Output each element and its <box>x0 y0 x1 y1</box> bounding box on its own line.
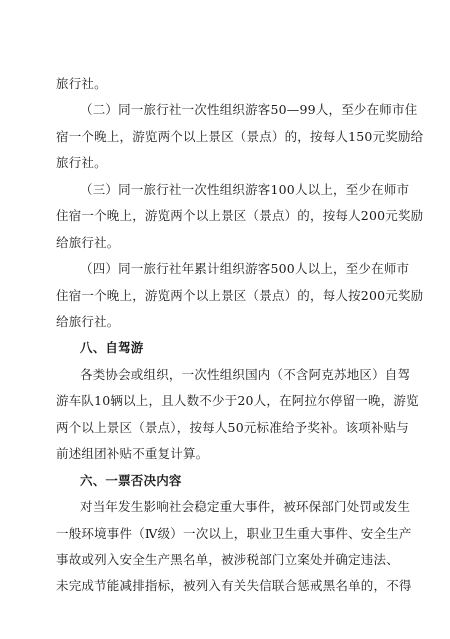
paragraph-line: 旅行社。 <box>56 155 107 170</box>
section-heading: 六、一票否决内容 <box>80 473 182 488</box>
paragraph-line: 各类协会或组织，一次性组织国内（不含阿克苏地区）自驾 <box>80 367 411 382</box>
paragraph-line: 给旅行社。 <box>56 314 120 329</box>
paragraph-line: 游车队10辆以上，且人数不少于20人，在阿拉尔停留一晚，游览 <box>56 393 419 408</box>
paragraph-line: 对当年发生影响社会稳定重大事件，被环保部门处罚或发生 <box>80 499 411 514</box>
paragraph-line: 宿一个晚上，游览两个以上景区（景点）的，按每人150元奖励给 <box>56 129 424 144</box>
section-heading: 八、自驾游 <box>80 340 144 355</box>
paragraph-line: 旅行社。 <box>56 76 107 91</box>
paragraph-line: 给旅行社。 <box>56 235 120 250</box>
paragraph-line: 两个以上景区（景点），按每人50元标准给予奖补。该项补贴与 <box>56 420 409 435</box>
paragraph-line: 住宿一个晚上，游览两个以上景区（景点）的，按每人200元奖励 <box>56 208 424 223</box>
paragraph-line: 前述组团补贴不重复计算。 <box>56 446 209 461</box>
paragraph-line: 事故或列入安全生产黑名单，被涉税部门立案处并确定违法、 <box>56 552 399 567</box>
paragraph-line: （四）同一旅行社年累计组织游客500人以上，至少在师市 <box>80 261 410 276</box>
paragraph-line: 一般环境事件（Ⅳ级）一次以上，职业卫生重大事件、安全生产 <box>56 526 412 541</box>
paragraph-line: （三）同一旅行社一次性组织游客100人以上，至少在师市 <box>80 182 410 197</box>
paragraph-line: （二）同一旅行社一次性组织游客50—99人，至少在师市住 <box>80 102 418 117</box>
paragraph-line: 未完成节能减排指标，被列入有关失信联合惩戒黑名单的，不得 <box>56 578 412 593</box>
paragraph-line: 住宿一个晚上，游览两个以上景区（景点）的，每人按200元奖励 <box>56 288 424 303</box>
